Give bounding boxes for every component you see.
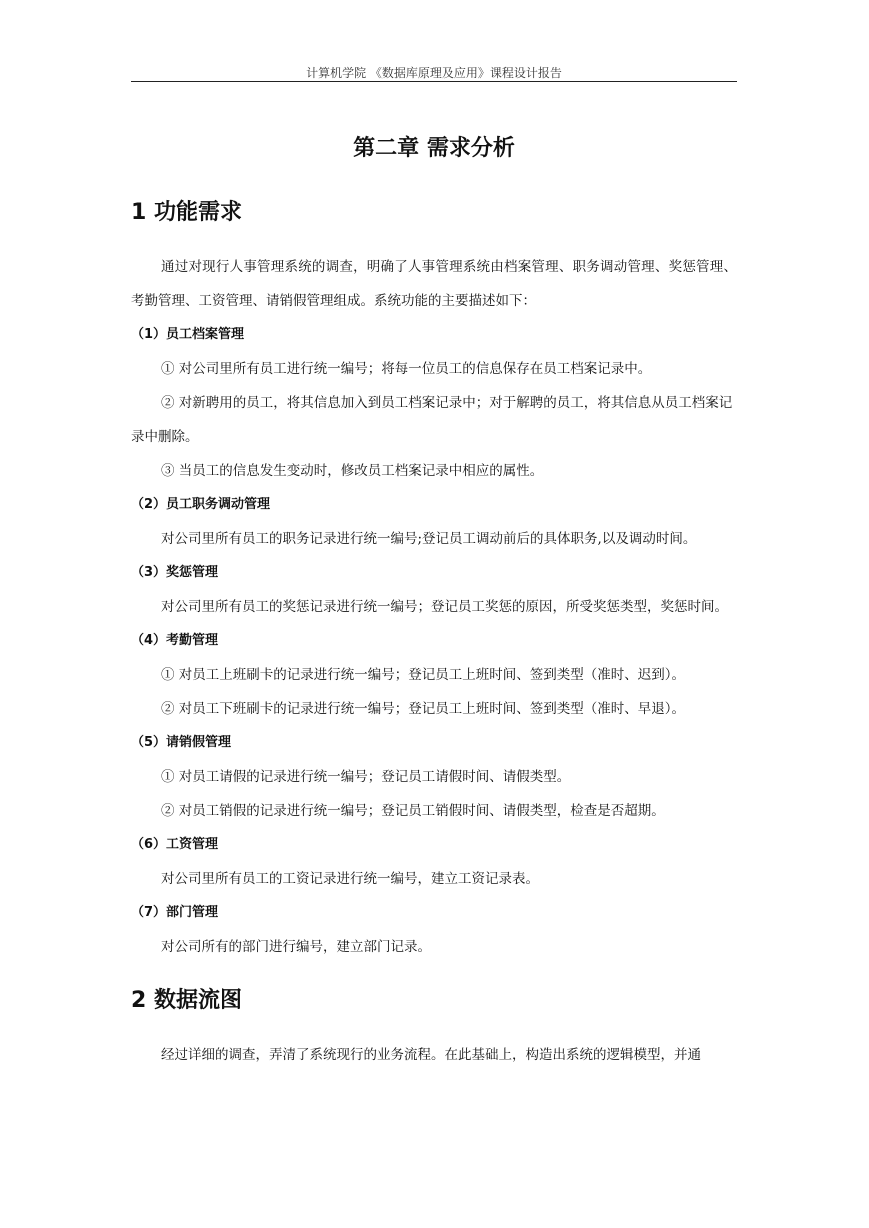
list-item: ③ 当员工的信息发生变动时，修改员工档案记录中相应的属性。: [161, 463, 544, 479]
section-intro: 通过对现行人事管理系统的调查，明确了人事管理系统由档案管理、职务调动管理、奖惩管理、考勤管理、工资管理、请销假管理组成。系统功能的主要描述如下：: [131, 259, 737, 309]
list-item: ② 对新聘用的员工，将其信息加入到员工档案记录中；对于解聘的员工，将其信息从员工档案记录中删除。: [131, 395, 733, 445]
list-item: ① 对员工上班刷卡的记录进行统一编号；登记员工上班时间、签到类型（准时、迟到）。: [161, 667, 686, 683]
subsection-title-position-transfer: （2）员工职务调动管理: [131, 497, 271, 512]
list-item: ② 对员工下班刷卡的记录进行统一编号；登记员工上班时间、签到类型（准时、早退）。: [161, 701, 686, 717]
header-rule: [131, 81, 737, 82]
list-item: ① 对员工请假的记录进行统一编号；登记员工请假时间、请假类型。: [161, 769, 571, 785]
subsection-title-department: （7）部门管理: [131, 905, 219, 920]
list-item: 对公司里所有员工的工资记录进行统一编号，建立工资记录表。: [161, 871, 539, 887]
list-item: 对公司里所有员工的奖惩记录进行统一编号；登记员工奖惩的原因，所受奖惩类型，奖惩时间。: [161, 599, 728, 615]
page-content: [131, 126, 737, 1072]
list-item: ① 对公司里所有员工进行统一编号；将每一位员工的信息保存在员工档案记录中。: [161, 361, 652, 377]
subsection-title-attendance: （4）考勤管理: [131, 633, 219, 648]
section-title-data-flow: 2 数据流图: [131, 988, 242, 1013]
subsection-title-leave: （5）请销假管理: [131, 735, 232, 750]
chapter-title: 第二章 需求分析: [353, 136, 515, 161]
subsection-title-rewards-penalties: （3）奖惩管理: [131, 565, 219, 580]
list-item: ② 对员工销假的记录进行统一编号；登记员工销假时间、请假类型，检查是否超期。: [161, 803, 665, 819]
section-intro: 经过详细的调查，弄清了系统现行的业务流程。在此基础上，构造出系统的逻辑模型，并通: [161, 1047, 701, 1063]
page-header: 计算机学院 《数据库原理及应用》课程设计报告: [306, 66, 562, 80]
section-title-functional-requirements: 1 功能需求: [131, 200, 242, 225]
subsection-title-salary: （6）工资管理: [131, 837, 219, 852]
list-item: 对公司里所有员工的职务记录进行统一编号;登记员工调动前后的具体职务,以及调动时间。: [161, 531, 697, 547]
list-item: 对公司所有的部门进行编号，建立部门记录。: [161, 939, 431, 955]
subsection-title-employee-records: （1）员工档案管理: [131, 327, 245, 342]
